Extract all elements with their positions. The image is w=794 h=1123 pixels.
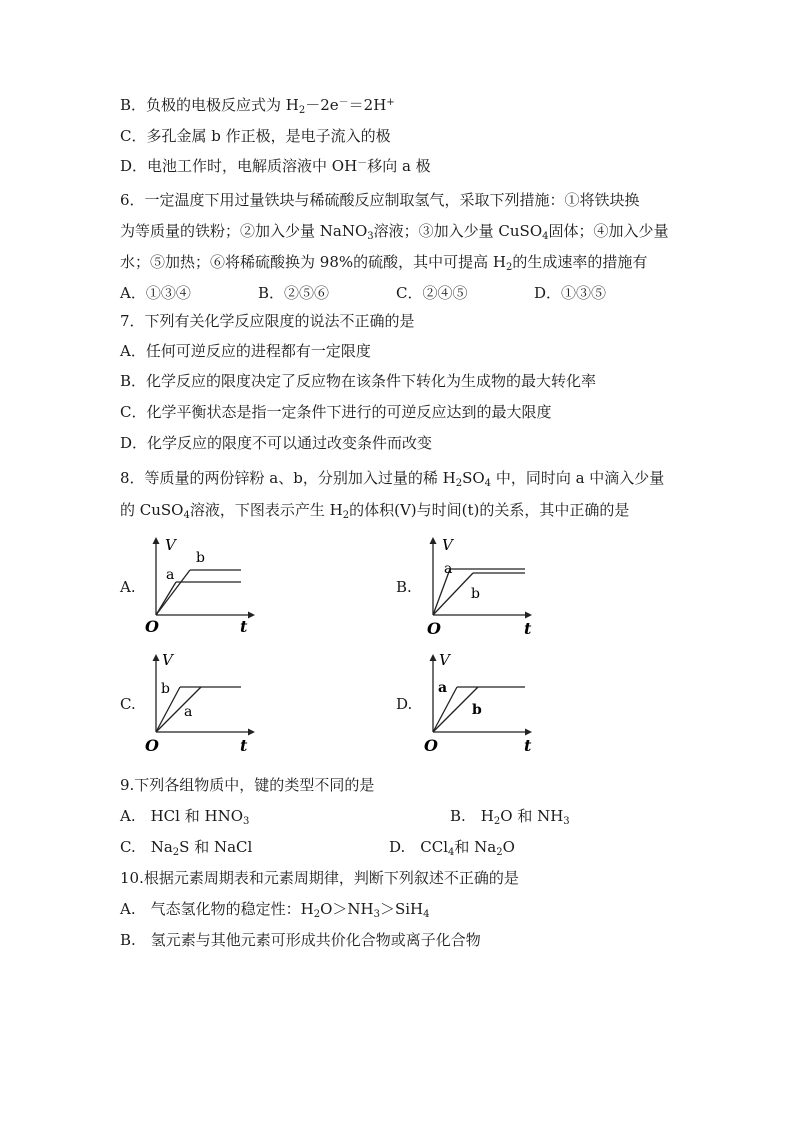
q6-option-b: B．②⑤⑥ [258,284,330,302]
graph-c [140,650,260,755]
graph-a-v-axis-label: V [165,536,176,554]
q6-stem-line3: 水；⑤加热；⑥将稀硫酸换为 98%的硫酸，其中可提高 $H_2$的生成速率的措施有 [120,253,648,273]
graph-d-v-axis-label: V [439,651,450,669]
graph-d-origin-label: O [424,736,438,755]
graph-c-origin-label: O [145,736,159,755]
graph-c-curve-a-label: a [184,704,193,720]
graph-a [140,535,260,640]
q7-option-c: C．化学平衡状态是指一定条件下进行的可逆反应达到的最大限度 [120,403,552,421]
q9-option-b: B. $H_2O$ 和 $NH_3$ [450,807,570,827]
q7-stem: 7．下列有关化学反应限度的说法不正确的是 [120,312,415,330]
graph-d-curve-b-label: b [472,702,482,718]
graph-b [417,535,537,640]
graph-b-origin-label: O [427,619,441,638]
graph-a-t-axis-label: t [240,617,248,636]
graph-d-curve-a-label: a [438,680,448,696]
graph-a-label: A. [120,578,136,596]
q9-option-c: C. $Na_2S$ 和 NaCl [120,838,253,858]
q6-option-d: D．①③⑤ [534,284,607,302]
graph-b-curve-a-label: a [444,561,453,577]
q6-option-c: C．②④⑤ [396,284,468,302]
q9-option-a: A. HCl 和 $HNO_3$ [120,807,250,827]
q7-option-a: A．任何可逆反应的进程都有一定限度 [120,342,371,360]
graph-a-curve-b-label: b [196,550,205,566]
graph-c-v-axis-label: V [162,651,173,669]
q10-option-a: A. 气态氢化物的稳定性：$H_2O>NH_3>SiH_4$ [120,900,430,920]
graph-b-v-axis-label: V [442,536,453,554]
q5-option-c: C．多孔金属 b 作正极，是电子流入的极 [120,127,391,145]
graph-c-label: C. [120,695,136,713]
graph-c-t-axis-label: t [240,736,248,755]
q10-stem: 10.根据元素周期表和元素周期律，判断下列叙述不正确的是 [120,869,519,887]
q7-option-d: D．化学反应的限度不可以通过改变条件而改变 [120,434,433,452]
graph-a-origin-label: O [145,617,159,636]
graph-d-label: D. [396,695,413,713]
q10-option-b: B. 氢元素与其他元素可形成共价化合物或离子化合物 [120,931,481,949]
graph-d [417,650,537,755]
q6-stem-line1: 6．一定温度下用过量铁块与稀硫酸反应制取氢气，采取下列措施：①将铁块换 [120,191,640,209]
q8-stem-line1: 8．等质量的两份锌粉 a、b，分别加入过量的稀 $H_2SO_4$ 中，同时向 a 中滴入少量 [120,469,665,489]
graph-b-t-axis-label: t [524,619,532,638]
graph-a-curve-a-label: a [166,567,175,583]
q8-stem-line2: 的 CuSO$_4$溶液，下图表示产生 $H_2$的体积(V)与时间(t)的关系，其中正确的是 [120,501,630,521]
q9-stem: 9.下列各组物质中，键的类型不同的是 [120,776,375,794]
q6-stem-line2: 为等质量的铁粉；②加入少量 NaNO$_3$溶液；③加入少量 CuSO$_4$固体；④加入少量 [120,222,669,242]
graph-b-label: B. [396,578,412,596]
q5-option-b: B．负极的电极反应式为 $H_2-2e^-=2H^+$ [120,96,395,116]
q7-option-b: B．化学反应的限度决定了反应物在该条件下转化为生成物的最大转化率 [120,372,597,390]
q9-option-d: D. CCl$_4$和 $Na_2O$ [389,838,515,858]
graph-b-curve-b-label: b [471,586,480,602]
q5-option-d: D．电池工作时，电解质溶液中 OH－移向 a 极 [120,157,431,175]
graph-d-t-axis-label: t [524,736,532,755]
q6-option-a: A．①③④ [120,284,191,302]
graph-c-curve-b-label: b [161,681,170,697]
